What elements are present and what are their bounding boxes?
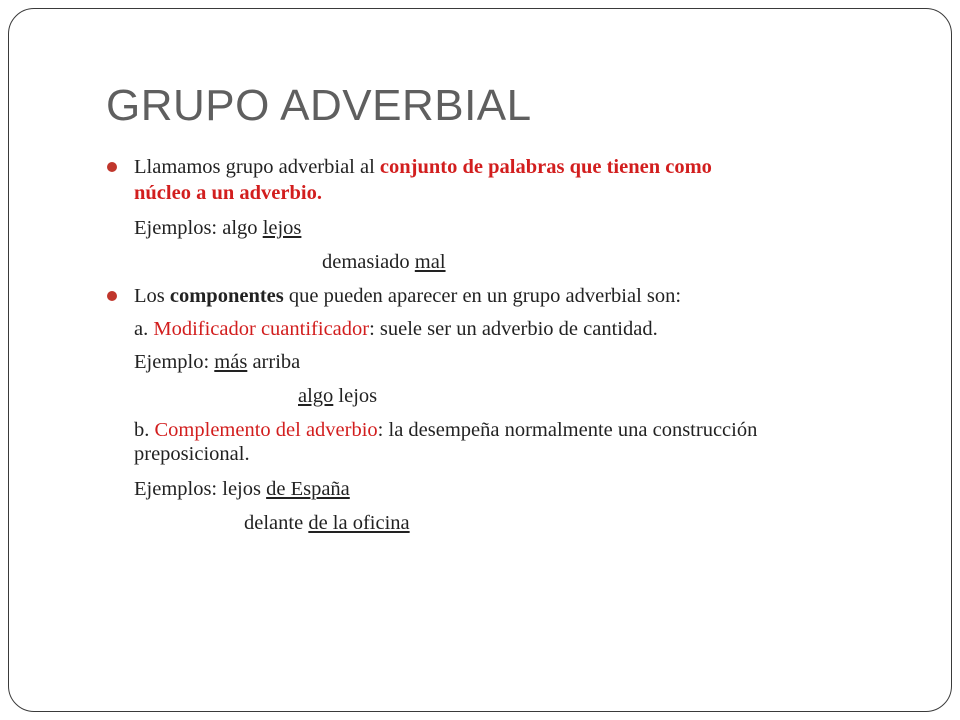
item-a-line: [134, 317, 658, 341]
example-b-label: Ejemplos: lejos: [134, 478, 267, 500]
bullet-1-lead: Llamamos grupo adverbial al: [134, 156, 380, 178]
bullet-2-lead: Los: [134, 285, 170, 307]
examples-1-line-1: [134, 216, 301, 240]
bullet-2-line: [134, 284, 681, 308]
bullet-2-rest: que pueden aparecer en un grupo adverbial son:: [283, 285, 682, 307]
example-b-line-2: [244, 511, 410, 535]
slide-title: GRUPO ADVERBIAL: [106, 81, 532, 130]
item-a-rest: : suele ser un adverbio de cantidad.: [369, 318, 658, 340]
examples-1-word-1: lejos: [262, 217, 302, 239]
item-b-line-1: [134, 418, 757, 442]
item-a-prefix: a.: [134, 318, 154, 340]
example-a-line-1: [134, 350, 300, 374]
bullet-1-emphasis-1: conjunto de palabras que tienen como: [379, 156, 712, 178]
example-a-suffix-1: arriba: [247, 351, 301, 373]
bullet-dot-2: [107, 291, 117, 301]
item-b-prefix: b.: [134, 419, 155, 441]
bullet-1-line-2: [134, 181, 322, 205]
example-a-word-2: algo: [298, 385, 334, 407]
example-b-word-1: de España: [266, 478, 350, 500]
examples-1-prefix-2: demasiado: [322, 251, 415, 273]
example-b-line-1: [134, 477, 350, 501]
item-b-line-2: [134, 442, 250, 466]
example-a-word-1: más: [214, 351, 248, 373]
item-b-term: Complemento del adverbio: [154, 419, 378, 441]
bullet-dot-1: [107, 162, 117, 172]
example-a-line-2: [298, 384, 377, 408]
example-b-word-2: de la oficina: [308, 512, 410, 534]
item-b-rest: : la desempeña normalmente una construcción: [377, 419, 758, 441]
examples-1-word-2: mal: [414, 251, 446, 273]
item-b-line-2-text: preposicional.: [134, 443, 250, 465]
examples-1-line-2: [322, 250, 446, 274]
example-b-prefix-2: delante: [244, 512, 309, 534]
bullet-1-line-1: [134, 155, 712, 179]
item-a-term: Modificador cuantificador: [153, 318, 370, 340]
bullet-1-emphasis-2: núcleo a un adverbio.: [134, 182, 322, 204]
example-a-suffix-2: lejos: [333, 385, 378, 407]
bullet-2-emphasis: componentes: [169, 285, 284, 307]
examples-1-label: Ejemplos: algo: [134, 217, 263, 239]
example-a-label: Ejemplo:: [134, 351, 215, 373]
